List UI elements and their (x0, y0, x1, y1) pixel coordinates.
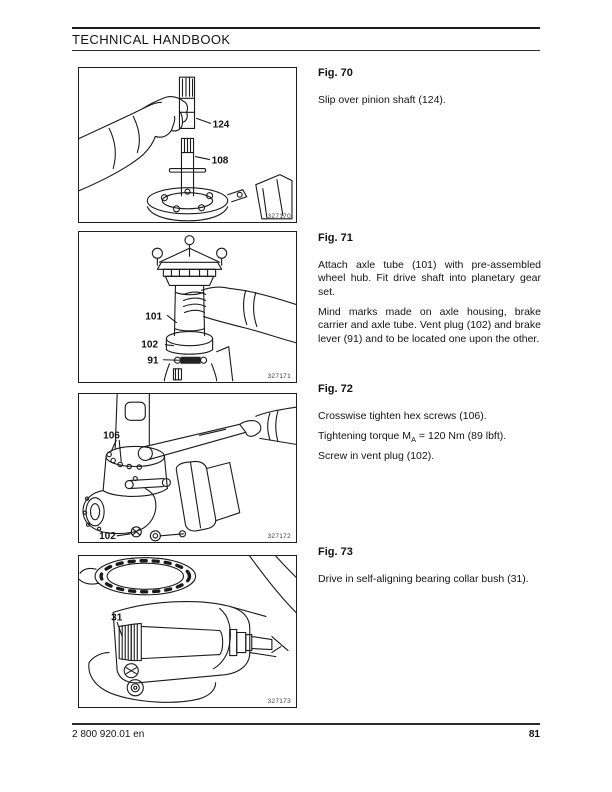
page-title: TECHNICAL HANDBOOK (72, 32, 231, 47)
figure-71-code: 327171 (267, 373, 291, 380)
callout-label: 106 (103, 430, 120, 442)
callout-label: 102 (141, 339, 159, 351)
figure-72-box (78, 393, 297, 543)
figure-73-code: 327173 (267, 698, 291, 705)
figure-71-text (318, 232, 541, 353)
callout-label: 91 (147, 355, 159, 367)
torque-text: Tightening torque M (318, 429, 411, 442)
torque-subscript: A (411, 434, 417, 444)
callout-label: 124 (212, 119, 230, 131)
callout-label: 101 (145, 311, 163, 323)
figure-72-text (318, 383, 541, 470)
figure-72-code: 327172 (267, 533, 291, 540)
figure-72-paragraph-1: Crosswise tighten hex screws (106). (318, 409, 487, 422)
figure-72-paragraph-3: Screw in vent plug (102). (318, 449, 435, 462)
figure-71-illustration (79, 232, 296, 382)
header-rule-bottom (72, 50, 540, 51)
figure-73-text (318, 546, 541, 593)
torque-value: = 120 Nm (89 lbft). (416, 429, 507, 442)
figure-70-paragraph: Slip over pinion shaft (124). (318, 93, 446, 106)
figure-73-paragraph: Drive in self-aligning bearing collar bush (31). (318, 572, 529, 585)
figure-72-illustration (79, 394, 296, 542)
page-number: 81 (528, 729, 540, 740)
figure-70-text (318, 67, 541, 114)
callout-label: 108 (211, 155, 229, 167)
figure-73-box (78, 555, 297, 708)
figure-72-caption: Fig. 72 (318, 383, 353, 395)
figure-71-paragraph-1: Attach axle tube (101) with pre-assembled wheel hub. Fit drive shaft into planetary gear set. (318, 258, 541, 298)
footer-rule (72, 723, 540, 725)
callout-label: 102 (99, 530, 116, 542)
figure-70-caption: Fig. 70 (318, 67, 353, 79)
document-number: 2 800 920.01 en (72, 729, 145, 740)
figure-73-linework (79, 556, 296, 702)
header-rule-top (72, 27, 540, 29)
figure-70-linework (79, 77, 292, 221)
figure-73-caption: Fig. 73 (318, 546, 353, 558)
figure-73-illustration (79, 556, 296, 707)
callout-label: 31 (111, 612, 123, 624)
figure-70-box (78, 67, 297, 223)
figure-70-code: 327170 (267, 213, 291, 220)
figure-71-caption: Fig. 71 (318, 232, 353, 244)
figure-71-box (78, 231, 297, 383)
figure-72-paragraph-2 (318, 430, 541, 444)
figure-71-linework (152, 236, 296, 381)
figure-71-paragraph-2: Mind marks made on axle housing, brake carrier and axle tube. Vent plug (102) and brake lever (91) and to be located one upon the other. (318, 305, 541, 345)
figure-70-illustration (79, 68, 296, 222)
figure-72-linework (83, 394, 296, 541)
